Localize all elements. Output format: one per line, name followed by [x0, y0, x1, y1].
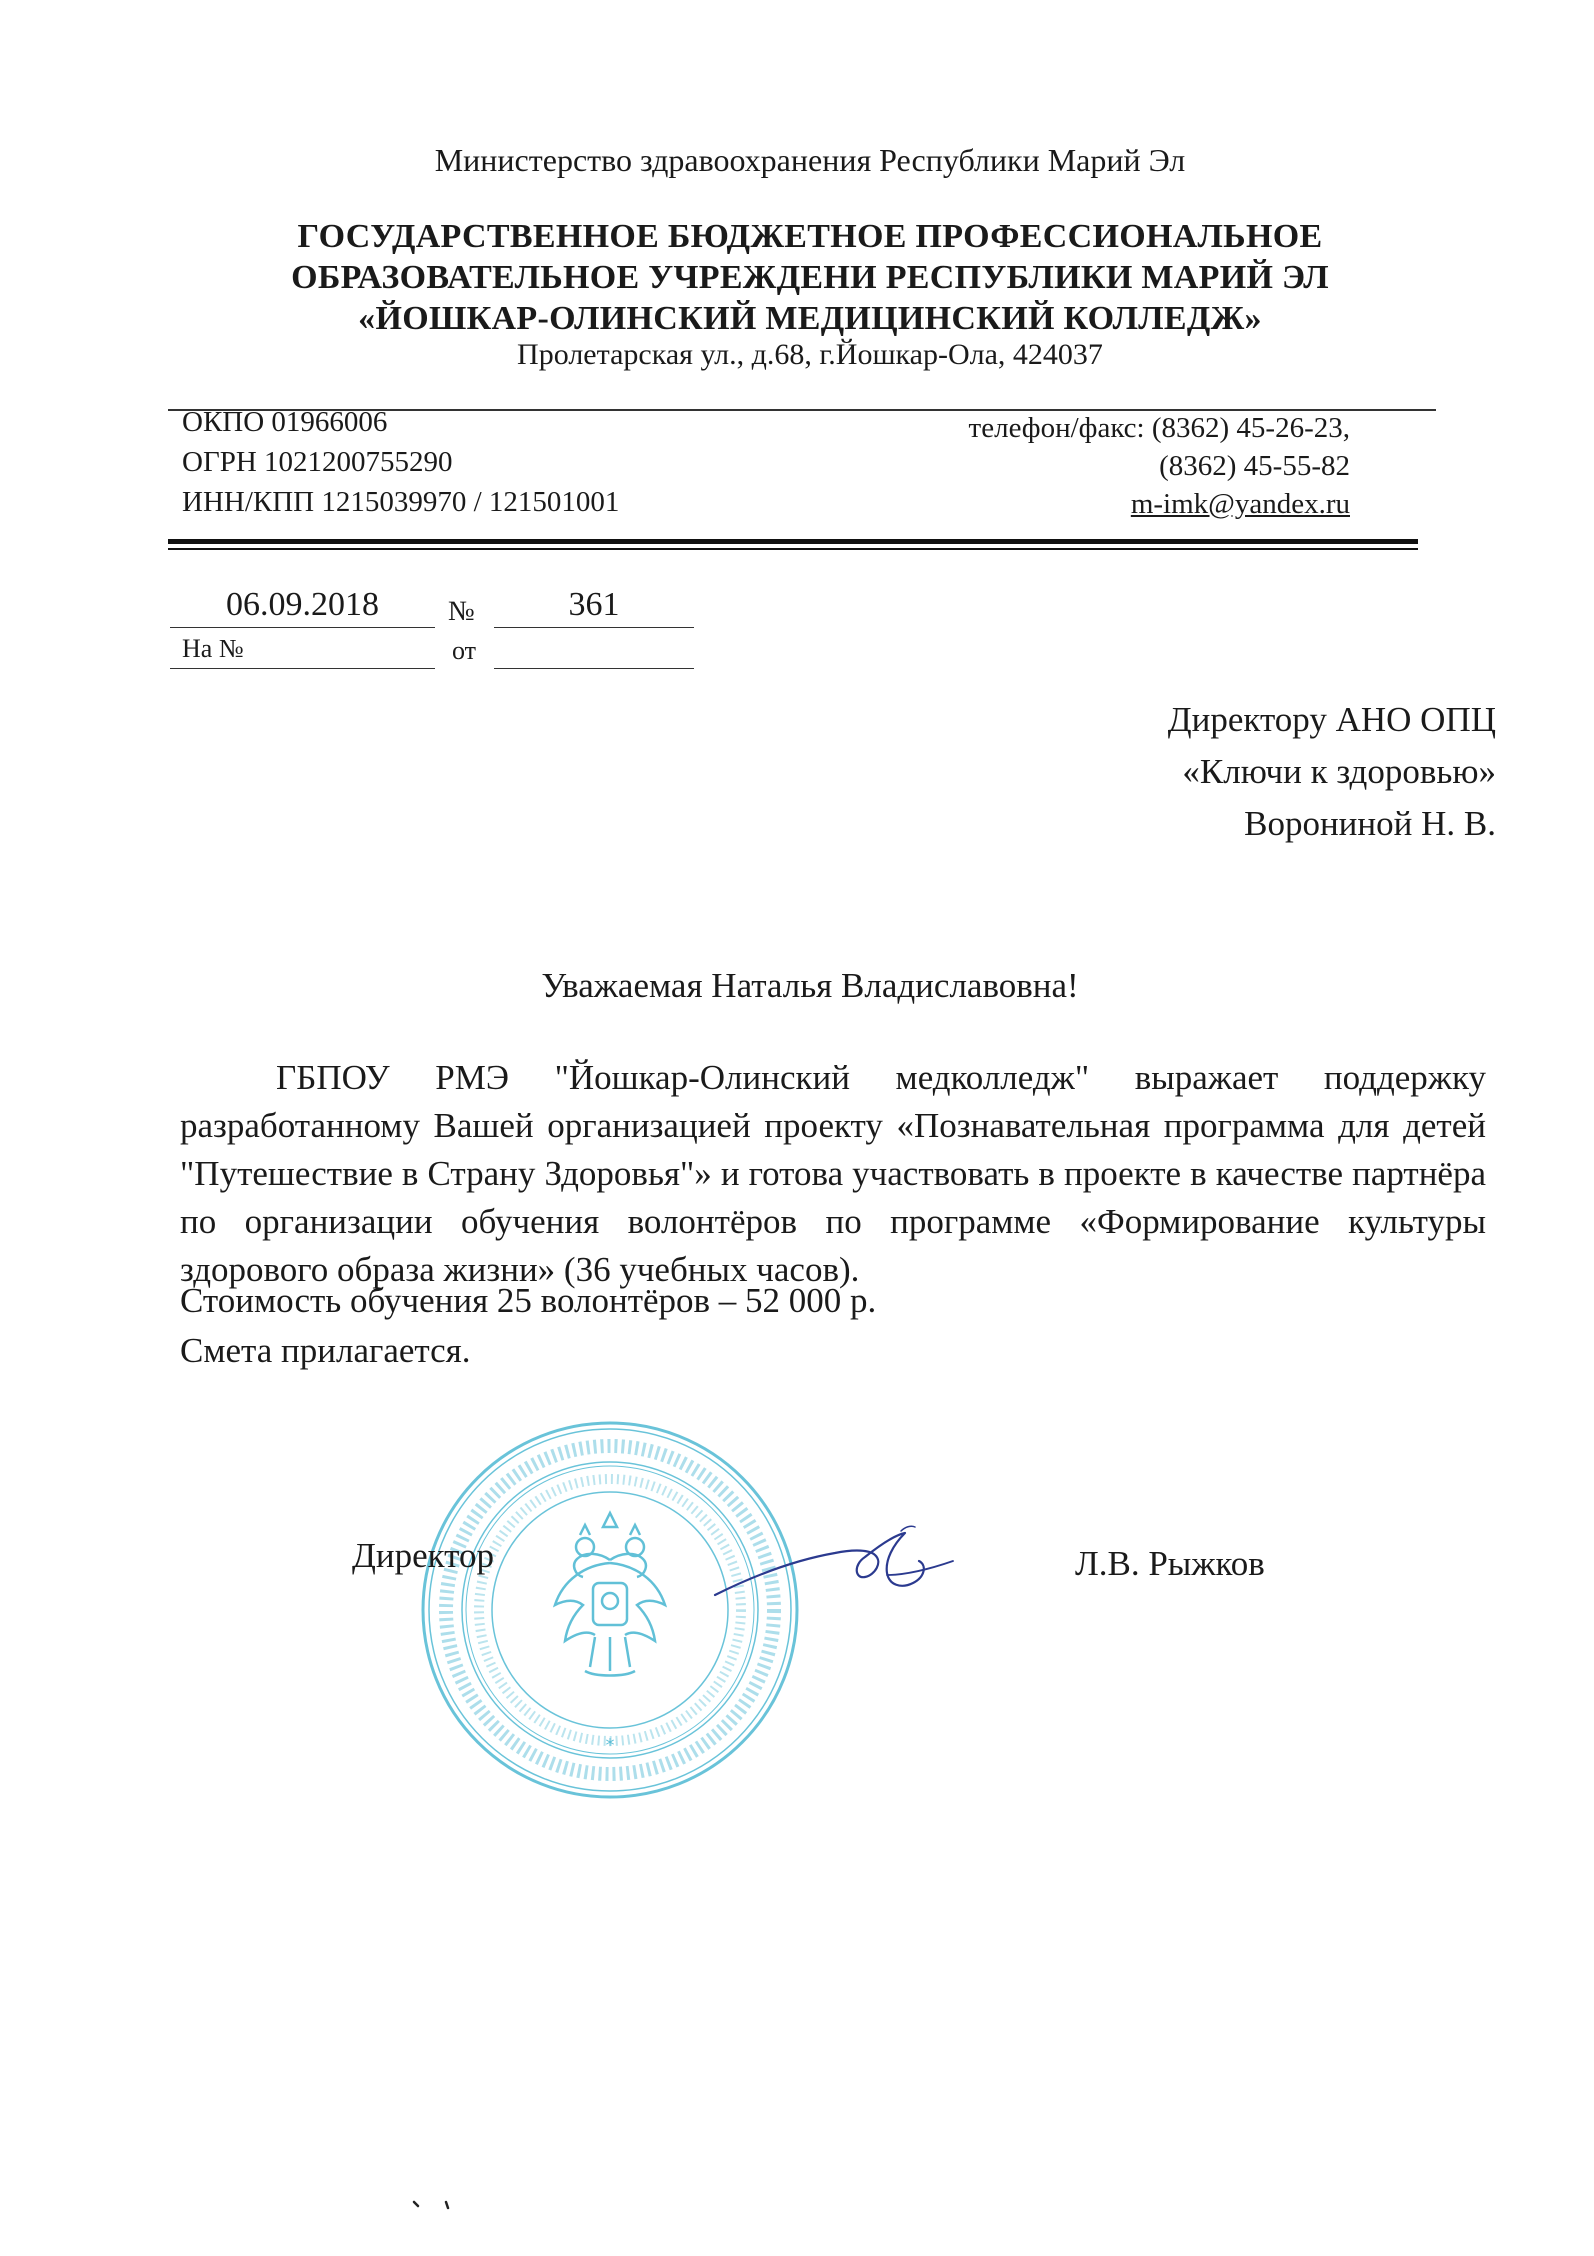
- in-reply-label: На №: [182, 634, 244, 663]
- letter-body-paragraph: ГБПОУ РМЭ "Йошкар-Олинский медколледж" выражает поддержку разработанному Вашей организацией проекту «Познавательная программа для детей "Путешествие в Страну Здоровья"» и готова участвовать в проекте в качестве партнёра по организации обучения волонтёров по программе «Формирование культуры здорового образа жизни» (36 учебных часов).: [180, 1058, 1486, 1289]
- registration-codes: [182, 402, 619, 522]
- signatory-title: Директор: [352, 1536, 495, 1575]
- organization-name-line-3: «ЙОШКАР-ОЛИНСКИЙ МЕДИЦИНСКИЙ КОЛЛЕДЖ»: [358, 300, 1262, 337]
- addressee-organization: «Ключи к здоровью»: [1182, 752, 1496, 791]
- letter-body-closing: [180, 1276, 1486, 1376]
- organization-address: Пролетарская ул., д.68, г.Йошкар-Ола, 424037: [517, 338, 1103, 371]
- svg-text:*: *: [605, 1735, 615, 1756]
- attachment-line: Смета прилагается.: [180, 1331, 471, 1370]
- phone-fax-line-1: телефон/факс: (8362) 45-26-23,: [968, 412, 1350, 444]
- addressee-position: Директору АНО ОПЦ: [1167, 700, 1496, 739]
- in-reply-blank-line: [170, 668, 435, 669]
- outgoing-number: 361: [494, 586, 694, 628]
- okpo-code: ОКПО 01966006: [182, 406, 388, 438]
- email-address: m-imk@yandex.ru: [1130, 488, 1350, 520]
- addressee-name: Ворониной Н. В.: [1244, 804, 1496, 843]
- organization-name: [160, 216, 1460, 339]
- phone-fax-line-2: (8362) 45-55-82: [1159, 450, 1350, 482]
- in-reply-from-blank-line: [494, 668, 694, 669]
- signatory-name: Л.В. Рыжков: [1075, 1544, 1265, 1583]
- letterhead-bottom-rule-thin: [168, 548, 1418, 550]
- letterhead-bottom-rule: [168, 539, 1418, 544]
- ministry-name: Министерство здравоохранения Республики Марий Эл: [434, 142, 1186, 178]
- addressee-block: [896, 694, 1496, 850]
- cost-line: Стоимость обучения 25 волонтёров – 52 000 р.: [180, 1281, 877, 1320]
- in-reply-from-label: от: [452, 636, 477, 665]
- ogrn-code: ОГРН 1021200755290: [182, 446, 453, 478]
- inn-kpp-code: ИНН/КПП 1215039970 / 121501001: [182, 486, 620, 518]
- contact-block: [880, 409, 1350, 523]
- scan-speck-marks: [408, 2196, 468, 2216]
- organization-name-line-1: ГОСУДАРСТВЕННОЕ БЮДЖЕТНОЕ ПРОФЕССИОНАЛЬНОЕ: [297, 218, 1323, 255]
- salutation: Уважаемая Наталья Владиславовна!: [541, 966, 1079, 1005]
- outgoing-date: 06.09.2018: [170, 586, 435, 628]
- organization-name-line-2: ОБРАЗОВАТЕЛЬНОЕ УЧРЕЖДЕНИ РЕСПУБЛИКИ МАРИЙ ЭЛ: [291, 259, 1329, 296]
- outgoing-number-label: №: [448, 596, 475, 627]
- handwritten-signature-icon: [705, 1505, 965, 1615]
